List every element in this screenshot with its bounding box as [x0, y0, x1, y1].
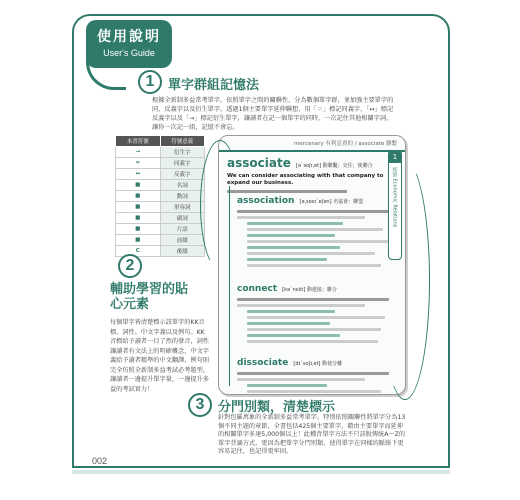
text-line — [247, 390, 381, 393]
legend-symbol: ■ — [116, 202, 161, 213]
book-header: mercenary 有利息賣的 / associate 聯繫 — [219, 136, 405, 152]
text-line — [247, 252, 375, 255]
text-line — [247, 234, 335, 237]
main-word: associate — [227, 156, 291, 170]
legend-symbol: ■ — [116, 213, 161, 224]
legend-label: 後綴 — [160, 246, 205, 257]
legend-symbol: ■ — [116, 224, 161, 235]
section-3-title: 分門別類，清楚標示 — [218, 400, 336, 415]
text-line — [237, 372, 389, 375]
symbol-legend-table — [115, 135, 205, 257]
text-line — [247, 240, 388, 243]
section-2-title: 輔助學習的貼心元素 — [110, 282, 189, 312]
main-example: We can consider associating with that company to expand our business. — [227, 173, 384, 186]
text-line — [237, 378, 365, 381]
text-line — [247, 322, 330, 325]
legend-label: 動詞 — [160, 191, 205, 202]
chapter-label: 經濟 Economic Relations — [391, 167, 398, 228]
text-line — [237, 298, 389, 301]
sub-word-phonetic: [dɪ`soʃɪ͵et] 動使分離 — [293, 361, 343, 367]
page-number: 002 — [92, 456, 108, 466]
text-line — [247, 334, 340, 337]
users-guide-tab — [86, 20, 172, 68]
main-word-phonetic: [ə`soʃɪ͵et] 動聯繫；交往；使聯合 — [295, 163, 373, 169]
legend-symbol: ↔ — [116, 169, 161, 180]
legend-label: 片語 — [160, 224, 205, 235]
text-line — [247, 316, 385, 319]
pointer-arrow — [200, 140, 240, 270]
guide-title: 使用說明 — [97, 29, 161, 45]
text-line — [237, 210, 389, 213]
text-line — [247, 246, 340, 249]
text-line — [247, 222, 343, 225]
pointer-arrow — [380, 160, 430, 400]
text-line — [247, 340, 378, 343]
text-line — [247, 328, 381, 331]
legend-symbol: → — [116, 147, 161, 158]
sub-word: association — [237, 196, 295, 206]
text-line — [247, 258, 327, 261]
legend-symbol: ■ — [116, 180, 161, 191]
text-line — [237, 216, 365, 219]
legend-label: 名詞 — [160, 180, 205, 191]
guide-subtitle: User's Guide — [103, 48, 155, 58]
section-2-number: 2 — [118, 254, 142, 278]
legend-label: 衍生字 — [160, 147, 205, 158]
text-line — [237, 304, 365, 307]
sample-book-page — [218, 135, 406, 395]
section-1-title: 單字群組記憶法 — [168, 78, 260, 93]
chapter-number: 1 — [389, 151, 401, 163]
sub-word: dissociate — [237, 358, 289, 368]
legend-label: 形容詞 — [160, 202, 205, 213]
footer-bar — [72, 470, 450, 474]
section-3-number: 3 — [188, 393, 212, 417]
text-line — [247, 310, 335, 313]
section-1-body: 根據全新制多益常考單字，依照單字之間的關聯性，分為數個單字群，並加強主要單字的同、反義字以及衍生單字。透過1個主要單字延伸聯想，用「＝」標記同義字，「↔」標記反義字以及「→」標記衍生單字，讓讀者在記一個單字的同時，一次記住其他相關字詞，讓你一次記一組，記憶不會忘。 — [152, 97, 394, 131]
sub-word-phonetic: [kə`nɛkt] 動連接；聯合 — [282, 287, 337, 293]
legend-symbol: = — [116, 158, 161, 169]
legend-symbol: ■ — [116, 191, 161, 202]
section-3-body: 針對包羅萬象的全新制多益常考單字，特別依照關聯性將單字分為13個不同主題的章節，全書包括425個主要單字，藉由主要單字而延伸的相關單字多達5,000個以上！此種背單字方法不只該脫傳統A～Z的單字背誦方式，更因為把單字分門別類，使得單字在同樣的脈絡下更容易記住，也記得更牢固。 — [218, 414, 406, 455]
legend-label: 前綴 — [160, 235, 205, 246]
legend-label: 同義字 — [160, 158, 205, 169]
legend-label: 副詞 — [160, 213, 205, 224]
sub-word: connect — [237, 284, 278, 294]
legend-header-meaning: 符號意義 — [160, 136, 205, 147]
legend-symbol: ■ — [116, 235, 161, 246]
section-2-body: 每個單字皆清楚標示該單字的KK音標、詞性、中文字義以及例句。KK音標給予讀者一目了然的發音，詞性讓讀者有文法上的明確概念，中文字義給予讀者精準的中文翻譯，例句則完全仿照全新制多益考試必考題型，讓讀者一邊提升單字量，一邊提升多益的考試實力！ — [110, 319, 209, 393]
text-line — [247, 228, 383, 231]
legend-header-symbol: 本書符號 — [116, 136, 161, 147]
legend-symbol: C — [116, 246, 161, 257]
text-line — [247, 264, 381, 267]
section-1-number: 1 — [138, 70, 162, 94]
sub-word-phonetic: [ə͵sosɪ`eʃən] 名協會；聯盟 — [299, 199, 364, 205]
text-line — [247, 384, 327, 387]
legend-label: 反義字 — [160, 169, 205, 180]
